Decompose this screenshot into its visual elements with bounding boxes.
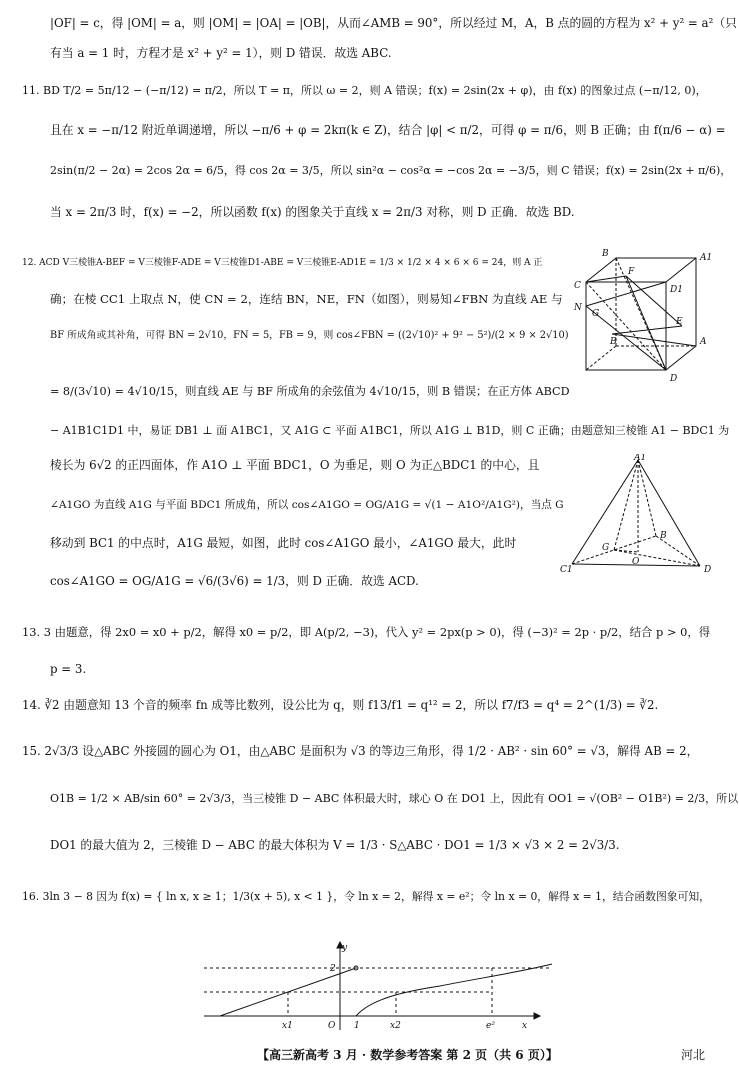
text-line: 2sin(π/2 − 2α) = 2cos 2α = 6/5，得 cos 2α = 3/5，所以 sin²α − cos²α = −cos 2α = −3/5，则 C 错误；f(x) = 2sin(2x + π/6)， xyxy=(50,164,732,177)
text-line: 16. 3ln 3 − 8 因为 f(x) = { ln x, x ≥ 1；1/3(x + 5), x < 1 }，令 ln x = 2，解得 x = e²；令 ln x = 0，解得 x = 1，结合函数图象可知， xyxy=(22,890,710,903)
graph-label: 1 xyxy=(354,1021,360,1031)
text-line: 12. ACD V三棱锥A-BEF = V三棱锥F-ADE = V三棱锥D1-ABE = V三棱锥E-AD1E = 1/3 × 1/2 × 4 × 6 × 6 = 24，则 A 正 xyxy=(22,258,542,268)
cube-label: N xyxy=(574,303,582,313)
cube-figure xyxy=(572,246,722,386)
graph-label: y xyxy=(342,943,348,953)
tetrahedron-figure xyxy=(560,454,720,576)
text-line: 有当 a = 1 时，方程才是 x² + y² = 1），则 D 错误．故选 ABC. xyxy=(50,46,392,60)
graph-label: x2 xyxy=(390,1021,401,1031)
cube-label: B xyxy=(602,249,609,259)
tetra-label: O xyxy=(632,557,640,567)
function-graph xyxy=(200,940,560,1032)
text-line: − A1B1C1D1 中，易证 DB1 ⊥ 面 A1BC1，又 A1G ⊂ 平面 A1BC1，所以 A1G ⊥ B1D，则 C 正确；由题意知三棱锥 A1 − BDC1 为 xyxy=(50,424,730,437)
text-line: 当 x = 2π/3 时，f(x) = −2，所以函数 f(x) 的图象关于直线 x = 2π/3 对称，则 D 正确．故选 BD. xyxy=(50,205,575,219)
text-line: 14. ∛2 由题意知 13 个音的频率 fn 成等比数列，设公比为 q，则 f13/f1 = q¹² = 2，所以 f7/f3 = q⁴ = 2^(1/3) = ∛2. xyxy=(22,698,659,712)
cube-label: C xyxy=(574,281,581,291)
tetra-label: G xyxy=(602,543,610,553)
text-line: ∠A1GO 为直线 A1G 与平面 BDC1 所成角，所以 cos∠A1GO = OG/A1G = √(1 − A1O²/A1G²)，当点 G xyxy=(50,499,564,511)
text-line: 确；在棱 CC1 上取点 N，使 CN = 2，连结 BN，NE，FN（如图），则易知∠FBN 为直线 AE 与 xyxy=(50,292,563,306)
text-line: 移动到 BC1 的中点时，A1G 最短，如图，此时 cos∠A1GO 最小，∠A1GO 最大，此时 xyxy=(50,536,517,550)
text-line: O1B = 1/2 × AB/sin 60° = 2√3/3，当三棱锥 D − ABC 体积最大时，球心 O 在 DO1 上，因此有 OO1 = √(OB² − O1B²) = 2/3，所以 xyxy=(50,792,739,805)
text-line: 且在 x = −π/12 附近单调递增，所以 −π/6 + φ = 2kπ(k ∈ Z)，结合 |φ| < π/2，可得 φ = π/6，则 B 正确；由 f(π/6 − α) = xyxy=(50,123,726,137)
footer-region: 河北 xyxy=(681,1048,706,1062)
cube-label: D xyxy=(670,374,678,384)
cube-label: B xyxy=(610,337,617,347)
cube-label: F xyxy=(628,267,635,277)
tetra-label: B xyxy=(660,531,667,541)
text-line: 15. 2√3/3 设△ABC 外接圆的圆心为 O1，由△ABC 是面积为 √3 的等边三角形，得 1/2 · AB² · sin 60° = √3，解得 AB = 2， xyxy=(22,744,699,758)
page-footer xyxy=(0,1046,739,1064)
cube-label: D1 xyxy=(670,285,683,295)
text-line: 棱长为 6√2 的正四面体，作 A1O ⊥ 平面 BDC1，O 为垂足，则 O 为正△BDC1 的中心，且 xyxy=(50,458,540,472)
text-line: = 8/(3√10) = 4√10/15，则直线 AE 与 BF 所成角的余弦值为 4√10/15，则 B 错误；在正方体 ABCD xyxy=(50,385,570,398)
text-line: |OF| = c，得 |OM| = a，则 |OM| = |OA| = |OB|，从而∠AMB = 90°，所以经过 M，A，B 点的圆的方程为 x² + y² = a²（只 xyxy=(50,16,737,30)
cube-label: A1 xyxy=(700,253,713,263)
text-line: cos∠A1GO = OG/A1G = √6/(3√6) = 1/3，则 D 正确．故选 ACD. xyxy=(50,574,419,588)
footer-title: 【高三新高考 3 月 · 数学参考答案 第 2 页（共 6 页）】 xyxy=(257,1048,558,1062)
cube-label: G xyxy=(592,309,600,319)
cube-label: A xyxy=(700,337,707,347)
text-line: BF 所成角或其补角，可得 BN = 2√10，FN = 5，FB = 9，则 cos∠FBN = ((2√10)² + 9² − 5²)/(2 × 9 × 2√10) xyxy=(50,330,569,341)
text-line: DO1 的最大值为 2，三棱锥 D − ABC 的最大体积为 V = 1/3 · S△ABC · DO1 = 1/3 × √3 × 2 = 2√3/3. xyxy=(50,838,620,852)
tetra-label: D xyxy=(704,565,712,575)
text-line: 11. BD T/2 = 5π/12 − (−π/12) = π/2，所以 T = π，所以 ω = 2，则 A 错误；f(x) = 2sin(2x + φ)，由 f(x) 的图象过点 (−π/12, 0)， xyxy=(22,84,707,97)
graph-label: 2 xyxy=(330,964,336,974)
text-line: 13. 3 由题意，得 2x0 = x0 + p/2，解得 x0 = p/2，即 A(p/2, −3)，代入 y² = 2px(p > 0)，得 (−3)² = 2p · p/2，结合 p > 0，得 xyxy=(22,625,711,639)
graph-label: x xyxy=(522,1021,528,1031)
graph-label: O xyxy=(328,1021,336,1031)
graph-label: e² xyxy=(486,1021,495,1031)
tetra-label: C1 xyxy=(560,565,573,575)
cube-label: E xyxy=(676,317,683,327)
tetra-label: A1 xyxy=(634,454,647,463)
text-line: p = 3. xyxy=(50,662,87,676)
graph-label: x1 xyxy=(282,1021,293,1031)
